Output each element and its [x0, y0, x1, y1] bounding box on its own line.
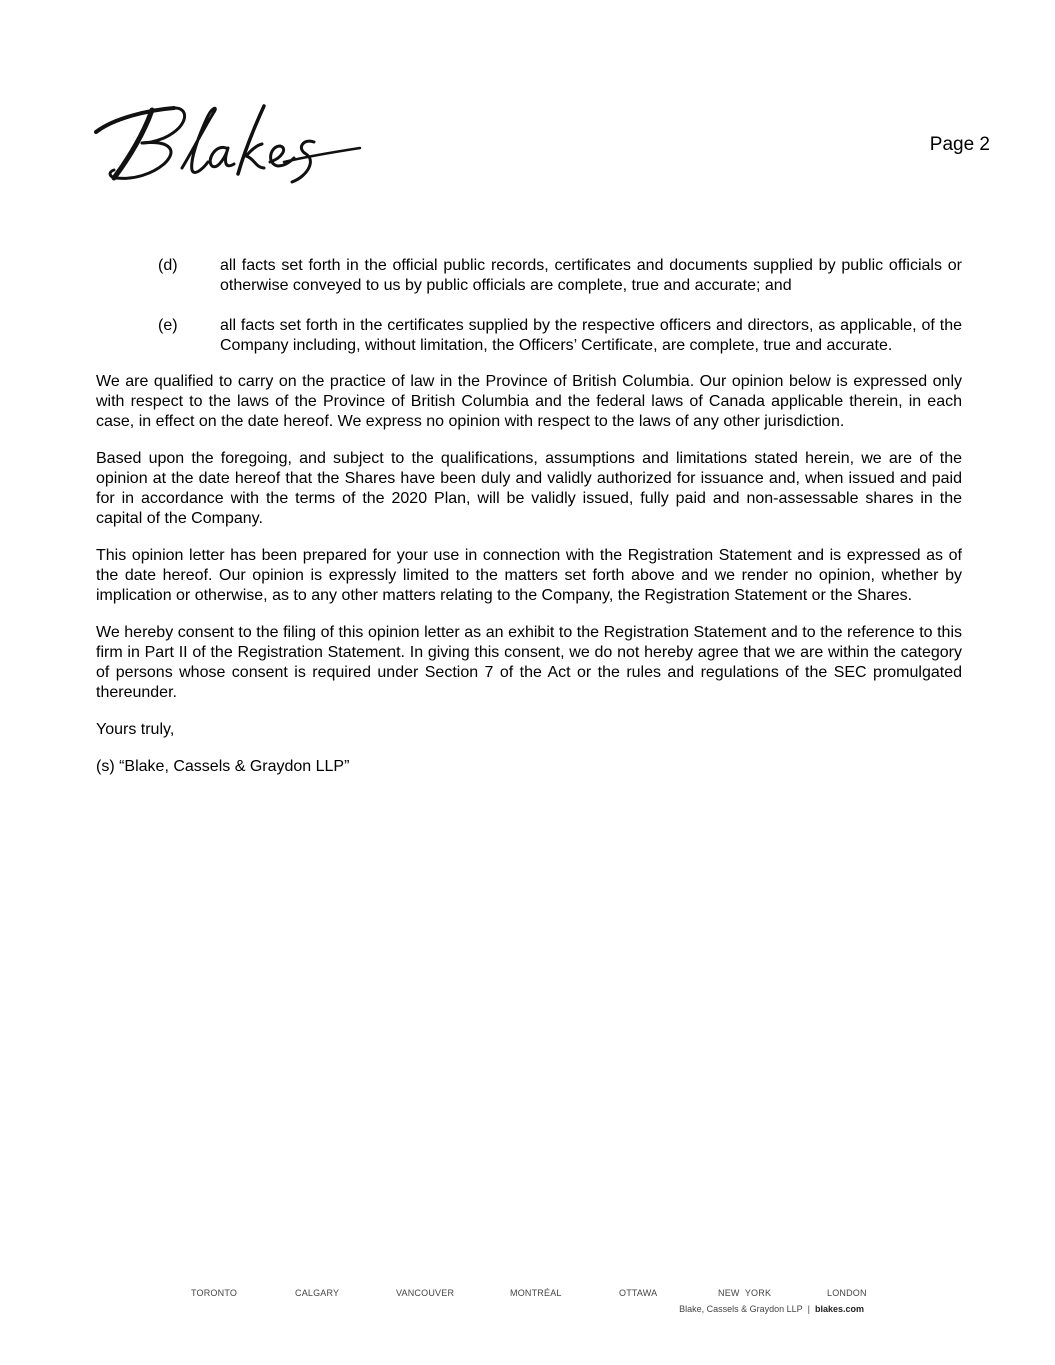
- letter-body: [96, 256, 962, 794]
- footer-city: LONDON: [827, 1288, 867, 1298]
- salutation: Yours truly,: [96, 721, 175, 738]
- list-item-label: (e): [158, 317, 178, 334]
- list-item-text: all facts set forth in the official public records, certificates and documents supplied by public officials or otherwise conveyed to us by public officials are complete, true and accurate; and: [220, 257, 962, 294]
- footer-firm-line: [679, 1304, 864, 1314]
- list-item-label: (d): [158, 257, 178, 274]
- footer-cities: [191, 1288, 871, 1302]
- list-item: [96, 256, 962, 296]
- consent-paragraph: We hereby consent to the filing of this opinion letter as an exhibit to the Registration Statement and to the reference to this firm in Part II of the Registration Statement. In giving this consent, we do not hereby agree that we are within the category of persons whose consent is required under Section 7 of the Act or the rules and regulations of the SEC promulgated thereunder.: [96, 624, 962, 701]
- footer-website-link[interactable]: blakes.com: [814, 1304, 864, 1314]
- footer-firm-name: Blake, Cassels & Graydon LLP: [679, 1304, 803, 1314]
- jurisdiction-paragraph: We are qualified to carry on the practice of law in the Province of British Columbia. Our opinion below is expressed only with respect to the laws of the Province of British Columbia and the federal laws of Canada applicable therein, in each case, in effect on the date hereof. We express no opinion with respect to the laws of any other jurisdiction.: [96, 373, 962, 430]
- scope-paragraph: This opinion letter has been prepared for your use in connection with the Registration Statement and is expressed as of the date hereof. Our opinion is expressly limited to the matters set forth above and we render no opinion, whether by implication or otherwise, as to any other matters relating to the Company, the Registration Statement or the Shares.: [96, 547, 962, 604]
- list-item-text: all facts set forth in the certificates supplied by the respective officers and directors, as applicable, of the Company including, without limitation, the Officers’ Certificate, are complete, true and accurate.: [220, 317, 962, 354]
- footer-city: MONTRÉAL: [510, 1288, 562, 1298]
- footer-separator: |: [807, 1304, 810, 1314]
- footer-city: OTTAWA: [619, 1288, 658, 1298]
- page-number: Page 2: [929, 134, 990, 155]
- list-item: [96, 316, 962, 356]
- blakes-logo: [94, 98, 364, 186]
- signature: (s) “Blake, Cassels & Graydon LLP”: [96, 758, 350, 775]
- footer-city: CALGARY: [295, 1288, 340, 1298]
- footer-city: VANCOUVER: [396, 1288, 455, 1298]
- opinion-paragraph: Based upon the foregoing, and subject to the qualifications, assumptions and limitations stated herein, we are of the opinion at the date hereof that the Shares have been duly and validly authorized for issuance and, when issued and paid for in accordance with the terms of the 2020 Plan, will be validly issued, fully paid and non-assessable shares in the capital of the Company.: [96, 450, 962, 527]
- footer-city: NEW YORK: [718, 1288, 772, 1298]
- footer-city: TORONTO: [191, 1288, 238, 1298]
